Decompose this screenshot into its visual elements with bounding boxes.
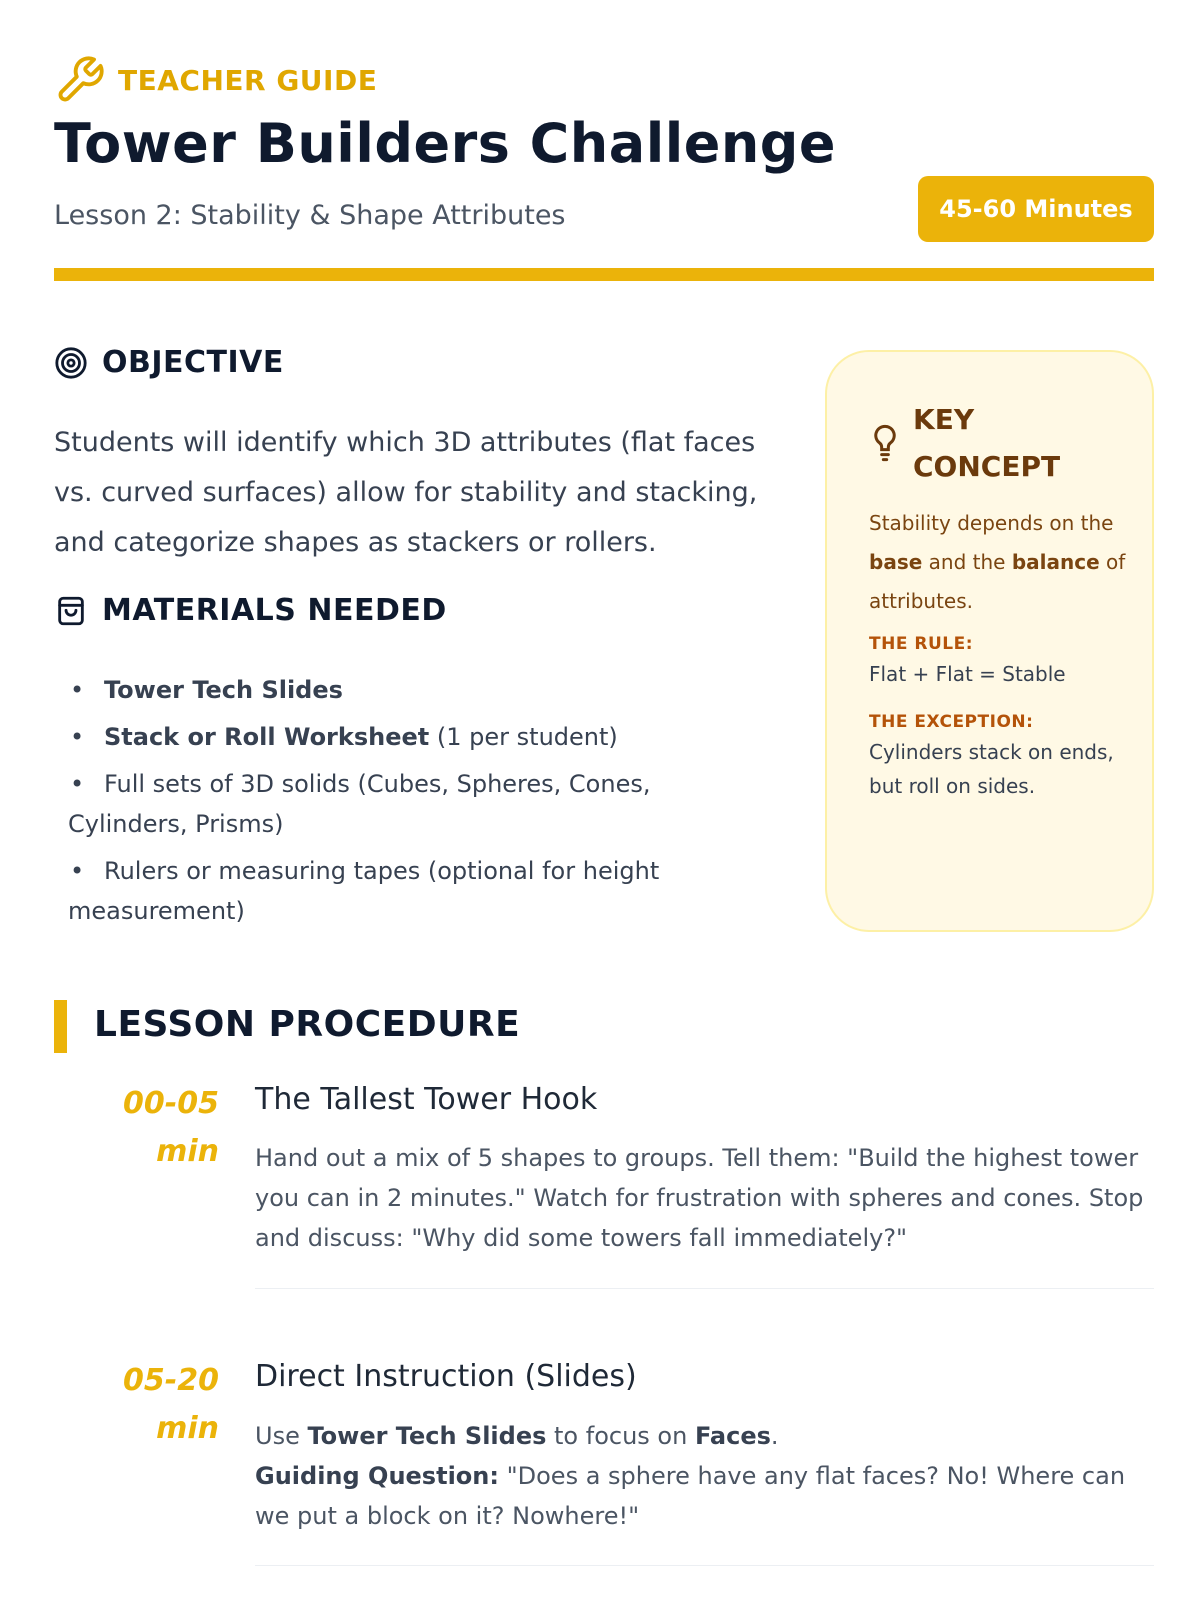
duration-badge: 45-60 Minutes [918,176,1154,242]
list-item: • Rulers or measuring tapes (optional for height measurement) [68,857,660,925]
rule-text: Flat + Flat = Stable [869,662,1066,686]
objective-heading [54,345,284,380]
materials-title: MATERIALS NEEDED [102,593,447,628]
step-time: 00-05 min [123,1086,219,1169]
wrench-icon [54,54,106,106]
teacher-guide-page [54,0,1154,1600]
rule-label: THE RULE: [869,634,973,654]
eyebrow-label: TEACHER GUIDE [118,63,378,97]
exception-text: Cylinders stack on ends, but roll on sides. [869,740,1114,798]
step-title: Direct Instruction (Slides) [255,1359,637,1394]
objective-text: Students will identify which 3D attributes (flat faces vs. curved surfaces) allow for stability and stacking, and categorize shapes as stackers or rollers. [54,427,758,558]
exception-label: THE EXCEPTION: [869,712,1034,732]
list-item: • Stack or Roll Worksheet (1 per student) [70,723,618,751]
lightbulb-icon [871,423,899,463]
header-divider [54,268,1154,281]
key-concept-title: KEY CONCEPT [913,403,1061,483]
procedure-accent-bar [54,1000,67,1053]
objective-title: OBJECTIVE [102,345,284,380]
list-item: • Tower Tech Slides [70,676,343,704]
list-item: • Full sets of 3D solids (Cubes, Spheres, Cones, Cylinders, Prisms) [68,770,651,838]
materials-heading [54,593,447,628]
materials-list [54,670,774,938]
key-concept-card [825,350,1154,932]
key-concept-body: Stability depends on the base and the balance of attributes. [869,511,1126,613]
eyebrow [54,54,377,106]
step-divider [255,1565,1154,1566]
target-icon [54,346,88,380]
step-divider [255,1288,1154,1289]
procedure-title: LESSON PROCEDURE [94,1004,521,1045]
page-title: Tower Builders Challenge [54,112,837,175]
step-title: The Tallest Tower Hook [255,1082,598,1117]
shopping-bag-icon [54,594,88,628]
step-description: Hand out a mix of 5 shapes to groups. Tell them: "Build the highest tower you can in 2 minutes." Watch for frustration with spheres and cones. Stop and discuss: "Why did some towers fall immediately?" [255,1144,1144,1252]
step-time: 05-20 min [123,1363,219,1446]
step-description: Use Tower Tech Slides to focus on Faces. Guiding Question: "Does a sphere have any flat faces? No! Where can we put a block on it? Nowhere!" [255,1422,1126,1530]
page-subtitle: Lesson 2: Stability & Shape Attributes [54,200,566,231]
key-concept-heading [871,396,1073,490]
